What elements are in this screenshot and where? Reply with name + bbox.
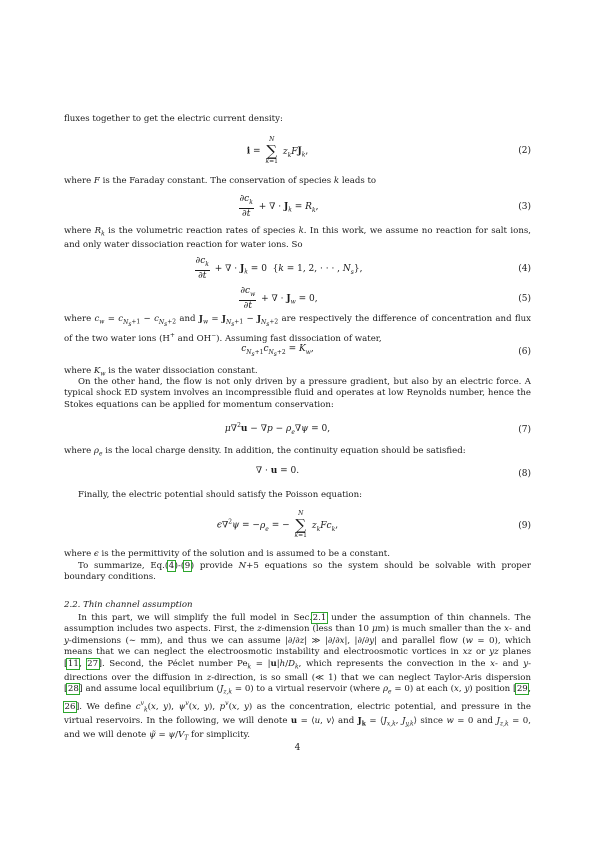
paragraph-intro: fluxes together to get the electric current density: — [64, 114, 283, 124]
equation-9: $\epsilon\nabla^2\psi = -\rho_e$ = − N ∑ k=1 $z_kFc_k$, (9) — [216, 510, 531, 539]
eq-link-4[interactable]: 4 — [168, 561, 175, 571]
equation-3-number: (3) — [518, 202, 531, 212]
equation-7: $\mu\nabla^2u - \nabla p - \rho_e\nabla\psi = 0$, (7) — [224, 422, 531, 436]
equation-8-number: (8) — [518, 469, 531, 479]
equation-2: i = N ∑ k=1 $z_kFJ_k$, (2) — [246, 136, 531, 165]
equation-5-number: (5) — [518, 294, 531, 304]
paragraph-rho: where $\rho_e$ is the local charge density. In addition, the continuity equation should be satisfied: — [64, 446, 466, 458]
cite-29[interactable]: 29 — [516, 684, 528, 695]
paragraph-faraday: where F is the Faraday constant. The conservation of species k leads to — [64, 176, 377, 186]
paragraph-summary: To summarize, Eq.(4)-(9) provide N+5 equations so the system should be solvable with proper boundary conditions. — [64, 561, 531, 583]
equation-4-number: (4) — [518, 264, 531, 274]
equation-4: $\frac{\partial c_k}{\partial t}$ + ∇ · $J_k = 0$ {k = 1, 2, · · · , $N_s$}, (4) — [195, 256, 531, 281]
paragraph-cw: where $c_w = c_{N_s+1} - c_{N_s+2}$ and $J_w = J_{N_s+1} - J_{N_s+2}$ are respectively the difference of concentration and flux of the two water ions (H+ and OH−). Assuming fast dissociation of water, — [64, 314, 531, 345]
equation-6: $c_{N_s+1}c_{N_s+2} = K_w$, (6) — [241, 344, 531, 358]
paragraph-eps: where ϵ is the permittivity of the solution and is assumed to be a constant. — [64, 549, 390, 559]
paragraph-kw: where $K_w$ is the water dissociation constant. — [64, 366, 258, 378]
cite-27[interactable]: 27 — [87, 658, 99, 669]
eq-link-9[interactable]: 9 — [184, 561, 191, 571]
cite-11[interactable]: 11 — [67, 658, 79, 669]
paragraph-poisson: Finally, the electric potential should satisfy the Poisson equation: — [78, 490, 363, 500]
equation-2-number: (2) — [518, 146, 531, 156]
section-heading: 2.2. Thin channel assumption — [64, 600, 193, 610]
equation-9-number: (9) — [518, 521, 531, 531]
cite-28[interactable]: 28 — [67, 684, 79, 695]
equation-5: $\frac{\partial c_w}{\partial t}$ + ∇ · $J_w = 0$, (5) — [240, 286, 531, 311]
equation-6-number: (6) — [518, 347, 531, 357]
equation-3: $\frac{\partial c_k}{\partial t}$ + ∇ · $J_k = R_k$, (3) — [239, 194, 531, 219]
equation-8: ∇ · u = 0. (8) — [255, 466, 531, 479]
paragraph-thin-channel: In this part, we will simplify the full model in Sec.2.1 under the assumption of thin channels. The assumption includes two aspects. First, the z-dimension (less than 10 μm) is much smaller than the x- and y-dimensions (∼ mm), and thus we can assume |∂/∂z| ≫ |∂/∂x|, |∂/∂y| and parallel flow (w = 0), which means that we can neglect the electroosmotic instability and electroosmotic vortices in xz or yz planes [11, 27]. Second, the Péclet number $Pe_k = |u|h/D_k$, which represents the convection in the x- and y-directions over the diffusion in z-direction, is so small (≪ 1) that we can neglect Taylor-Aris dispersion [28] and assume local equilibrium $(J_{z,k} = 0)$ to a virtual reservoir (where $\rho_e = 0$) at each (x, y) position [29, 26]. We define $c^v_k(x$, y), $\psi^v(x$, y), $p^v(x$, y) as the concentration, electric potential, and pressure in the virtual reservoirs. In the following, we will denote u = ⟨u, v⟩ and $J_k$ = $⟨J_{x,k}$, $J_{y,k}⟩$ since w = 0 and $J_{z,k} = 0$, and we will denote ψ̃ = $\psi/V_T$ for simplicity. — [64, 613, 532, 743]
page-number: 4 — [294, 743, 301, 753]
equation-7-number: (7) — [518, 425, 531, 435]
paragraph-flow: On the other hand, the flow is not only driven by a pressure gradient, but also by an electric force. A typical shock ED system involves an incompressible fluid and operates at low Reynolds number, hence the Stokes equations can be applied for momentum conservation: — [64, 377, 531, 410]
cite-26[interactable]: 26 — [64, 702, 76, 713]
section-link-2-1[interactable]: 2.1 — [312, 613, 327, 623]
paragraph-reaction: where $R_k$ is the volumetric reaction rates of species k. In this work, we assume no reaction for salt ions, and only water dissociation reaction for water ions. So — [64, 226, 532, 251]
